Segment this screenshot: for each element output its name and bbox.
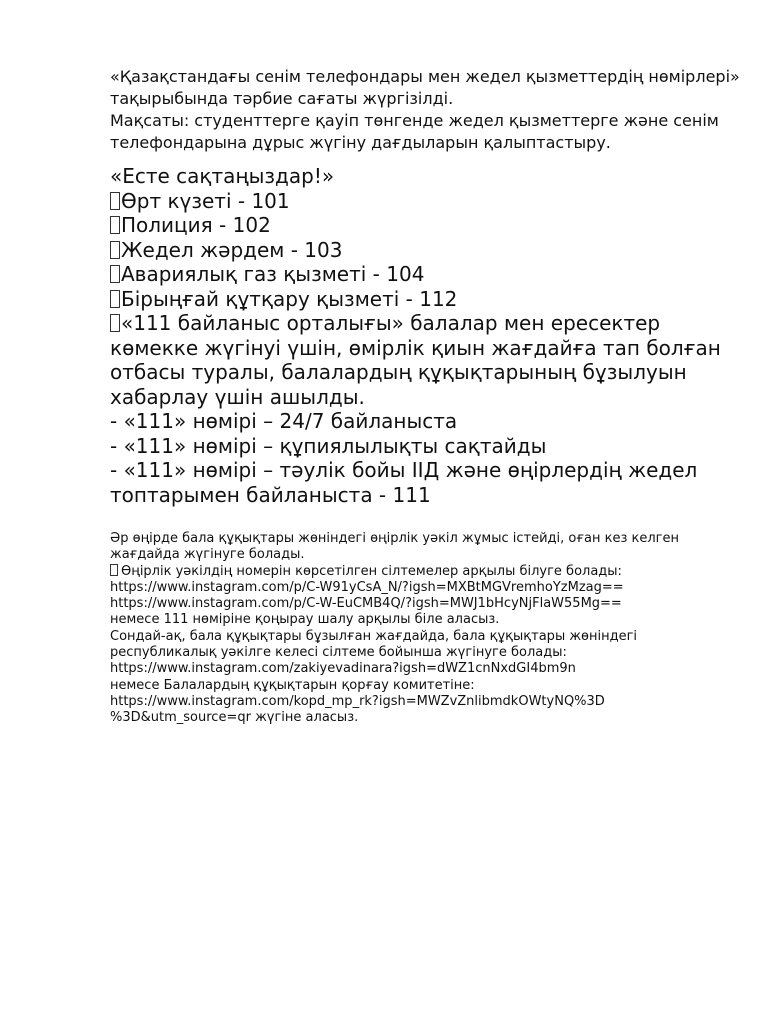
footer-regional-ombudsman: Әр өңірде бала құқықтары жөніндегі өңірлік уәкіл жұмыс істейді, оған кез келген жағдайда жүгінуге болады. <box>110 531 679 563</box>
emergency-item-police: Полиция - 102 <box>110 213 740 238</box>
instagram-link-4-tail[interactable]: %3D&utm_source=qr жүгіне аласыз. <box>110 710 359 726</box>
instagram-link-4[interactable]: https://www.instagram.com/kopd_mp_rk?igsh=MWZvZnlibmdkOWtyNQ%3D <box>110 693 605 709</box>
missing-glyph-icon <box>110 314 120 332</box>
missing-glyph-icon <box>110 192 120 210</box>
dash-item-around-clock: - «111» нөмірі – тәулік бойы ІІД және өңірлердің жедел топтарымен байланыста - 111 <box>110 458 698 507</box>
emergency-item-fire: Өрт күзеті - 101 <box>110 189 740 214</box>
missing-glyph-icon <box>110 241 120 259</box>
emergency-item-ambulance: Жедел жәрдем - 103 <box>110 238 740 263</box>
instagram-link-2[interactable]: https://www.instagram.com/p/C-W-EuCMB4Q/?igsh=MWJ1bHcyNjFlaW55Mg== <box>110 596 622 612</box>
footer-republican-ombudsman: Сондай-ақ, бала құқықтары бұзылған жағдайда, бала құқықтары жөніндегі республикалық уәкілге келесі сілтеме бойынша жүгінуге болады: <box>110 628 638 661</box>
footer-committee: немесе Балалардың құқықтарын қорғау комитетіне: <box>110 677 475 693</box>
missing-glyph-icon <box>110 564 118 576</box>
document-page <box>110 66 740 727</box>
emergency-item-111-center: «111 байланыс орталығы» балалар мен ересектер көмекке жүгінуі үшін, өмірлік қиын жағдайға тап болған отбасы туралы, балалардың құқықтарының бұзылуын хабарлау үшін ашылды. <box>110 311 721 409</box>
remember-heading: «Есте сақтаңыздар!» <box>110 164 335 188</box>
emergency-numbers-section <box>110 164 740 507</box>
footer-section <box>110 531 740 727</box>
dash-item-confidential: - «111» нөмірі – құпиялылықты сақтайды <box>110 433 547 458</box>
dash-item-247: - «111» нөмірі – 24/7 байланыста <box>110 409 458 433</box>
missing-glyph-icon <box>110 265 120 283</box>
intro-section <box>110 66 740 154</box>
intro-purpose: Мақсаты: студенттерге қауіп төнгенде жедел қызметтерге және сенім телефондарына дұрыс жүгіну дағдыларын қалыптастыру. <box>110 111 719 152</box>
missing-glyph-icon <box>110 216 120 234</box>
intro-announcement: «Қазақстандағы сенім телефондары мен жедел қызметтердің нөмірлері» тақырыбында тәрбие сағаты жүргізілді. <box>110 67 740 108</box>
emergency-item-rescue: Бірыңғай құтқару қызметі - 112 <box>110 287 740 312</box>
instagram-link-1[interactable]: https://www.instagram.com/p/C-W91yCsA_N/?igsh=MXBtMGVremhoYzMzag== <box>110 579 624 595</box>
footer-links-intro: Өңірлік уәкілдің номерін көрсетілген сілтемелер арқылы білуге болады: <box>110 564 740 580</box>
missing-glyph-icon <box>110 290 120 308</box>
footer-call-111: немесе 111 нөміріне қоңырау шалу арқылы біле аласыз. <box>110 612 500 628</box>
emergency-item-gas: Авариялық газ қызметі - 104 <box>110 262 740 287</box>
instagram-link-3[interactable]: https://www.instagram.com/zakiyevadinara?igsh=dWZ1cnNxdGI4bm9n <box>110 661 576 677</box>
